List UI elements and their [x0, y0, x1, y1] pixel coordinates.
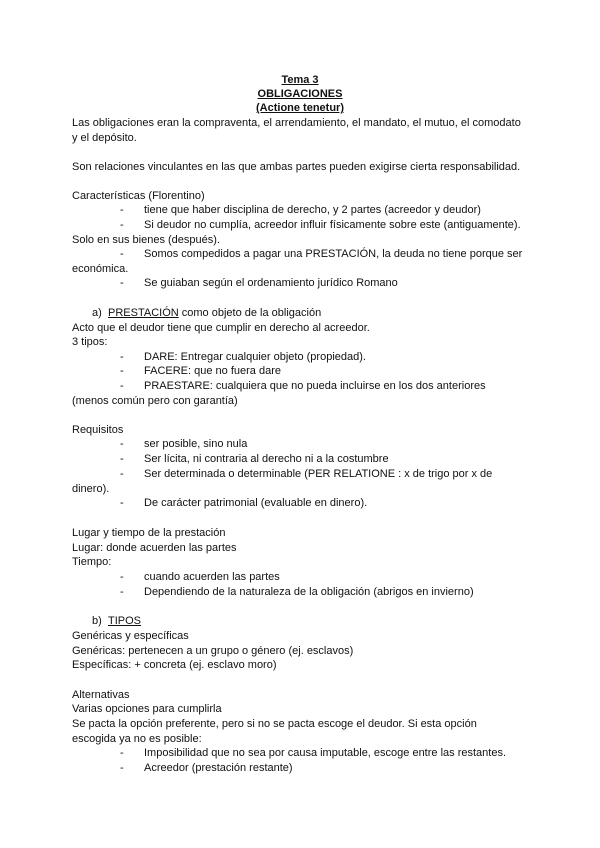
- list-item: Imposibilidad que no sea por causa imputable, escoge entre las restantes.: [144, 747, 506, 759]
- bullet: -: [120, 365, 124, 377]
- bullet: -: [120, 219, 124, 231]
- list-item: Si deudor no cumplía, acreedor influir físicamente sobre este (antiguamente).: [144, 219, 521, 231]
- paragraph-line: Específicas: + concreta (ej. esclavo moro): [72, 659, 277, 671]
- intro-line: Las obligaciones eran la compraventa, el arrendamiento, el mandato, el mutuo, el comodato: [72, 117, 521, 129]
- bullet: -: [120, 762, 124, 774]
- list-item-continuation: dinero).: [72, 483, 110, 495]
- section-heading: Características (Florentino): [72, 190, 205, 202]
- paragraph-line: Tiempo:: [72, 556, 112, 568]
- bullet: -: [120, 380, 124, 392]
- paragraph-line: Genéricas: pertenecen a un grupo o género (ej. esclavos): [72, 645, 354, 657]
- section-heading: Alternativas: [72, 689, 130, 701]
- paragraph-line: Lugar: donde acuerden las partes: [72, 542, 237, 554]
- list-item: Ser lícita, ni contraria al derecho ni a la costumbre: [144, 453, 389, 465]
- list-item: Dependiendo de la naturaleza de la obligación (abrigos en invierno): [144, 586, 474, 598]
- bullet: -: [120, 438, 124, 450]
- list-item: ser posible, sino nula: [144, 438, 248, 450]
- topic-heading: Tema 3: [281, 74, 319, 86]
- paragraph-line: Genéricas y específicas: [72, 630, 189, 642]
- section-heading: Requisitos: [72, 424, 124, 436]
- paragraph-line: Acto que el deudor tiene que cumplir en derecho al acreedor.: [72, 322, 370, 334]
- list-item: Acreedor (prestación restante): [144, 762, 293, 774]
- bullet: -: [120, 351, 124, 363]
- list-item: PRAESTARE: cualquiera que no pueda incluirse en los dos anteriores: [144, 380, 486, 392]
- paragraph-line: Lugar y tiempo de la prestación: [72, 527, 226, 539]
- bullet: -: [120, 248, 124, 260]
- document-subtitle: (Actione tenetur): [256, 102, 344, 114]
- bullet: -: [120, 468, 124, 480]
- list-item-continuation: económica.: [72, 263, 129, 275]
- intro-line: y el depósito.: [72, 132, 137, 144]
- section-title: TIPOS: [108, 615, 142, 627]
- section-marker: b): [92, 615, 102, 627]
- document-title: OBLIGACIONES: [257, 88, 343, 100]
- section-title-rest: como objeto de la obligación: [178, 307, 322, 319]
- bullet: -: [120, 277, 124, 289]
- list-item: tiene que haber disciplina de derecho, y 2 partes (acreedor y deudor): [144, 204, 481, 216]
- bullet: -: [120, 571, 124, 583]
- list-item: De carácter patrimonial (evaluable en dinero).: [144, 497, 368, 509]
- bullet: -: [120, 586, 124, 598]
- bullet: -: [120, 747, 124, 759]
- list-item: FACERE: que no fuera dare: [144, 365, 281, 377]
- list-item: cuando acuerden las partes: [144, 571, 280, 583]
- section-title: [108, 306, 321, 320]
- paragraph-line: Varias opciones para cumplirla: [72, 703, 222, 715]
- bullet: -: [120, 453, 124, 465]
- list-item-continuation: Solo en sus bienes (después).: [72, 234, 220, 246]
- bullet: -: [120, 497, 124, 509]
- section-marker: a): [92, 307, 102, 319]
- list-item: Se guiaban según el ordenamiento jurídico Romano: [144, 277, 398, 289]
- list-item: DARE: Entregar cualquier objeto (propiedad).: [144, 351, 366, 363]
- paragraph-line: 3 tipos:: [72, 336, 108, 348]
- bullet: -: [120, 204, 124, 216]
- list-item: Somos compedidos a pagar una PRESTACIÓN, la deuda no tiene porque ser: [144, 248, 523, 260]
- paragraph-line: Se pacta la opción preferente, pero si no se pacta escoge el deudor. Si esta opción: [72, 718, 477, 730]
- intro-line: Son relaciones vinculantes en las que ambas partes pueden exigirse cierta responsabilidad.: [72, 161, 521, 173]
- paragraph-line: escogida ya no es posible:: [72, 733, 202, 745]
- list-item: Ser determinada o determinable (PER RELATIONE : x de trigo por x de: [144, 468, 493, 480]
- section-title-underlined: PRESTACIÓN: [108, 307, 179, 319]
- list-item-continuation: (menos común pero con garantía): [72, 395, 238, 407]
